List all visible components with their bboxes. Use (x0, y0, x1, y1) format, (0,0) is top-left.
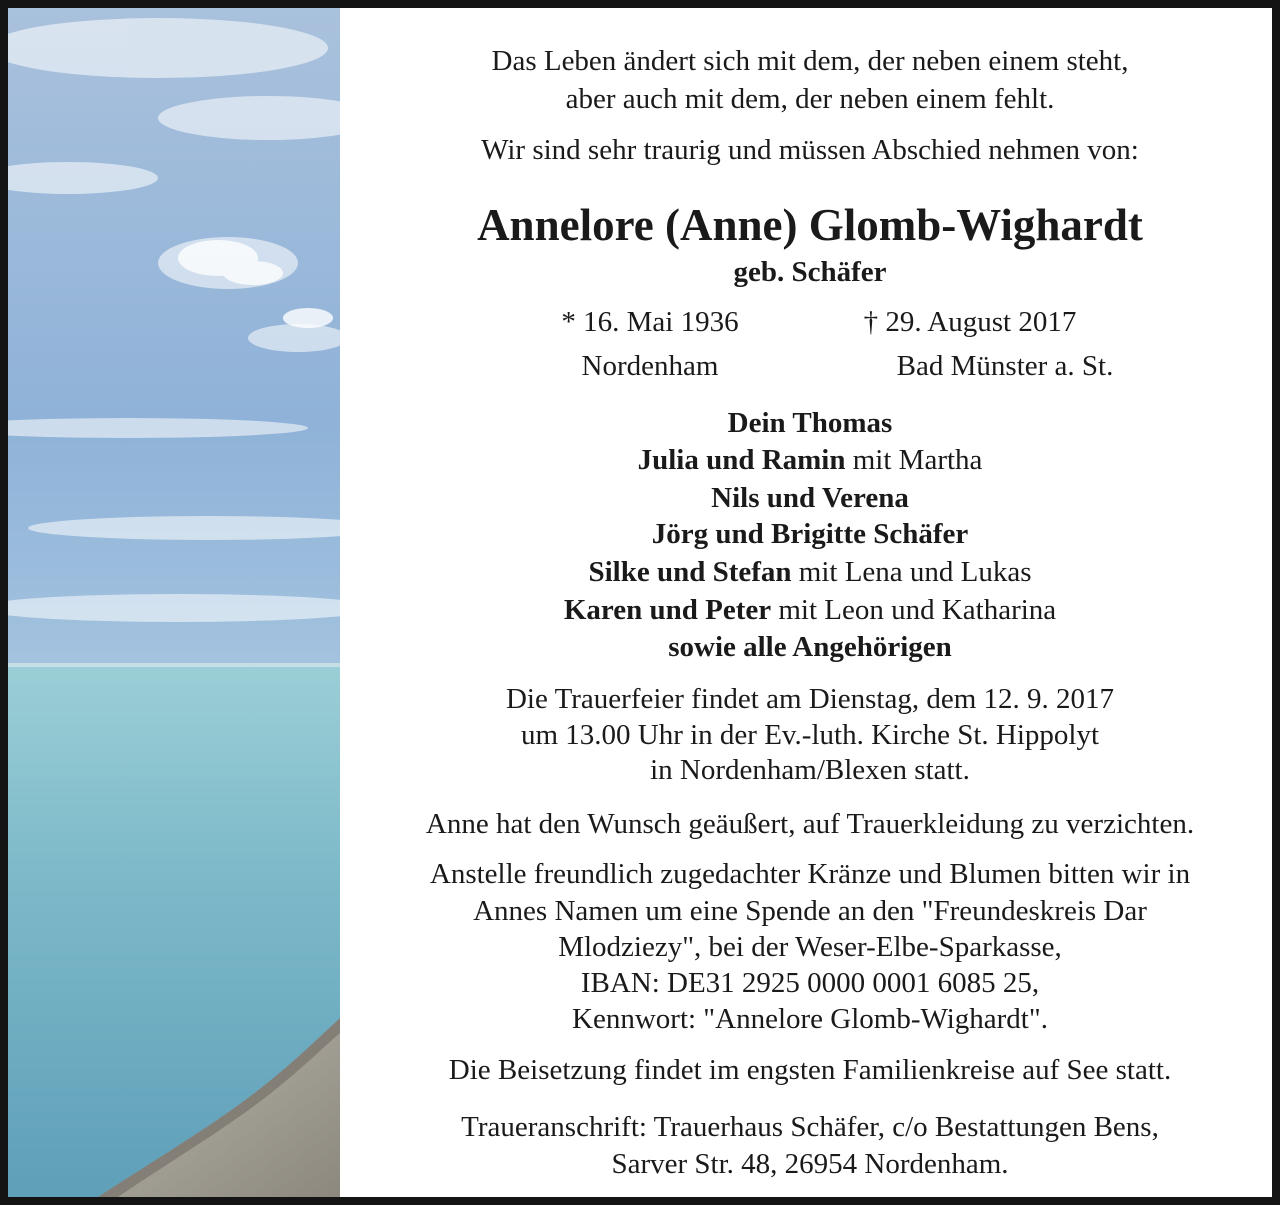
mourner-names: sowie alle Angehörigen (668, 631, 952, 663)
mourner-line (340, 405, 1280, 441)
quote-line: Das Leben ändert sich mit dem, der neben einem steht, (491, 45, 1129, 77)
mourner-line (340, 592, 1280, 628)
deceased-name: Annelore (Anne) Glomb-Wighardt (477, 200, 1143, 250)
intro-text: Wir sind sehr traurig und müssen Abschied nehmen von: (481, 134, 1139, 166)
mourner-names: Dein Thomas (727, 407, 893, 439)
mourner-line (340, 442, 1280, 478)
mourner-line (340, 629, 1280, 665)
death-date: † 29. August 2017 (863, 306, 1077, 338)
burial-text: Die Beisetzung findet im engsten Familienkreise auf See statt. (448, 1054, 1172, 1086)
seascape-photo (8, 8, 340, 1197)
address-line: Sarver Str. 48, 26954 Nordenham. (611, 1148, 1009, 1180)
birth-name: geb. Schäfer (733, 256, 887, 288)
death-place: Bad Münster a. St. (896, 350, 1114, 382)
address-line: Traueranschrift: Trauerhaus Schäfer, c/o Bestattungen Bens, (461, 1111, 1159, 1143)
donation-line: Anstelle freundlich zugedachter Kränze und Blumen bitten wir in (429, 858, 1191, 890)
birth-date: * 16. Mai 1936 (561, 306, 739, 338)
mourner-extra: mit Leon und Katharina (771, 594, 1057, 626)
mourner-extra: mit Martha (845, 444, 983, 476)
wish-text: Anne hat den Wunsch geäußert, auf Trauerkleidung zu verzichten. (425, 808, 1195, 840)
life-dates (340, 304, 1280, 384)
service-line: um 13.00 Uhr in der Ev.-luth. Kirche St. Hippolyt (520, 719, 1100, 751)
quote-line: aber auch mit dem, der neben einem fehlt. (565, 83, 1055, 115)
mourner-names: Jörg und Brigitte Schäfer (651, 518, 969, 550)
mourner-line (340, 480, 1280, 516)
mourner-names: Julia und Ramin (637, 444, 846, 476)
notice-text (340, 8, 1280, 1197)
donation-line: Kennwort: "Annelore Glomb-Wighardt". (572, 1003, 1048, 1035)
donation-line: Annes Namen um eine Spende an den "Freundeskreis Dar (473, 895, 1147, 927)
mourner-names: Karen und Peter (563, 594, 772, 626)
mourner-extra: mit Lena und Lukas (791, 556, 1032, 588)
service-line: Die Trauerfeier findet am Dienstag, dem 12. 9. 2017 (505, 683, 1115, 715)
mourner-line (340, 516, 1280, 552)
birth-place: Nordenham (581, 350, 719, 382)
donation-line: Mlodziezy", bei der Weser-Elbe-Sparkasse, (558, 931, 1062, 963)
mourner-line (340, 554, 1280, 590)
mourner-names: Nils und Verena (711, 482, 909, 514)
service-line: in Nordenham/Blexen statt. (650, 754, 970, 786)
seascape-image (8, 8, 340, 1197)
mourner-names: Silke und Stefan (588, 556, 792, 588)
donation-iban: IBAN: DE31 2925 0000 0001 6085 25, (580, 967, 1040, 999)
